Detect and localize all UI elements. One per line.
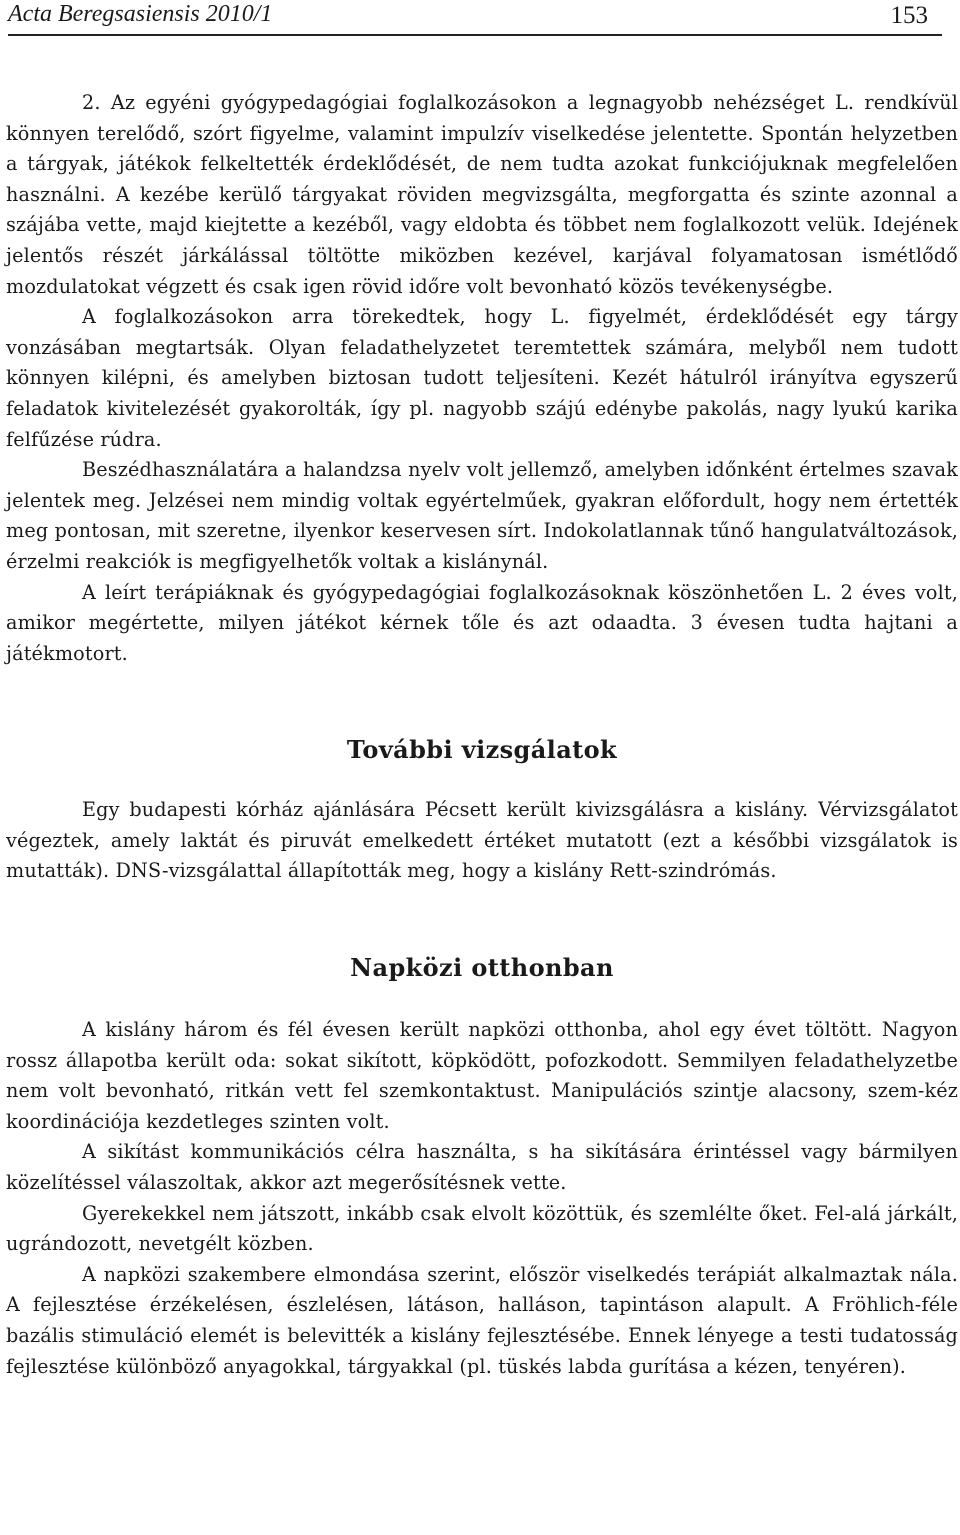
running-header	[8, 0, 942, 36]
page-number: 153	[890, 2, 928, 29]
journal-title: Acta Beregsasiensis 2010/1	[8, 1, 273, 27]
paragraph-difficulties: 2. Az egyéni gyógypedagógiai foglalkozásokon a legnagyobb nehézséget L. rendkívül könnyen terelődő, szórt figyelme, valamint impulzív viselkedése jelentette. Spontán helyzetben a tárgyak, játékok felkeltették érdeklődését, de nem tudta azokat funkciójuknak megfelelően használni. A kezébe kerülő tárgyakat röviden megvizsgálta, megforgatta és szinte azonnal a szájába vette, majd kiejtette a kezéből, vagy eldobta és többet nem foglalkozott velük. Idejének jelentős részét járkálással töltötte miközben kezével, karjával folyamatosan ismétlődő mozdulatokat végzett és csak igen rövid időre volt bevonható közös tevékenységbe.	[6, 91, 958, 298]
paragraph-screaming: A sikítást kommunikációs célra használta, s ha sikítására érintéssel vagy bármilyen közelítéssel válaszoltak, akkor azt megerősítésnek vette.	[6, 1140, 958, 1195]
section-heading-further-tests: További vizsgálatok	[346, 735, 618, 765]
paragraph-speech: Beszédhasználatára a halandzsa nyelv volt jellemző, amelyben időnként értelmes szavak jelentek meg. Jelzései nem mindig voltak egyértelműek, gyakran előfordult, hogy nem értették meg pontosan, mit szeretne, ilyenkor keservesen sírt. Indokolatlannak tűnő hangulatváltozások, érzelmi reakciók is megfigyelhetők voltak a kislánynál.	[6, 458, 958, 573]
page-body	[6, 88, 958, 1382]
paragraph-sessions: A foglalkozásokon arra törekedtek, hogy L. figyelmét, érdeklődését egy tárgy vonzásában megtartsák. Olyan feladathelyzetet teremtettek számára, melyből nem tudott könnyen kilépni, és amelyben biztosan tudott teljesíteni. Kezét hátulról irányítva egyszerű feladatok kivitelezését gyakorolták, így pl. nagyobb szájú edénybe pakolás, nagy lyukú karika felfűzése rúdra.	[6, 305, 958, 451]
section-heading-day-care: Napközi otthonban	[350, 953, 614, 983]
paragraph-children: Gyerekekkel nem játszott, inkább csak elvolt közöttük, és szemlélte őket. Fel-alá járkált, ugrándozott, nevetgélt közben.	[6, 1201, 958, 1256]
paragraph-therapy: A napközi szakembere elmondása szerint, először viselkedés terápiát alkalmaztak nála. A fejlesztése érzékelésen, észlelésen, látáson, halláson, tapintáson alapult. A Fröhlich-féle bazális stimuláció elemét is belevitték a kislány fejlesztésébe. Ennek lényege a testi tudatosság fejlesztése különböző anyagokkal, tárgyakkal (pl. tüskés labda gurítása a kézen, tenyéren).	[6, 1262, 958, 1378]
paragraph-progress: A leírt terápiáknak és gyógypedagógiai foglalkozásoknak köszönhetően L. 2 éves volt, amikor megértette, milyen játékot kérnek tőle és azt odaadta. 3 évesen tudta hajtani a játékmotort.	[6, 580, 958, 665]
paragraph-day-care: A kislány három és fél évesen került napközi otthonba, ahol egy évet töltött. Nagyon rossz állapotba került oda: sokat sikított, köpködött, pofozkodott. Semmilyen feladathelyzetbe nem volt bevonható, ritkán vett fel szemkontaktust. Manipulációs szintje alacsony, szem-kéz koordinációja kezdetleges szinten volt.	[6, 1018, 958, 1133]
paragraph-tests: Egy budapesti kórház ajánlására Pécsett került kivizsgálásra a kislány. Vérvizsgálatot végeztek, amely laktát és piruvát emelkedett értéket mutatott (ezt a későbbi vizsgálatok is mutatták). DNS-vizsgálattal állapították meg, hogy a kislány Rett-szindrómás.	[6, 798, 958, 883]
